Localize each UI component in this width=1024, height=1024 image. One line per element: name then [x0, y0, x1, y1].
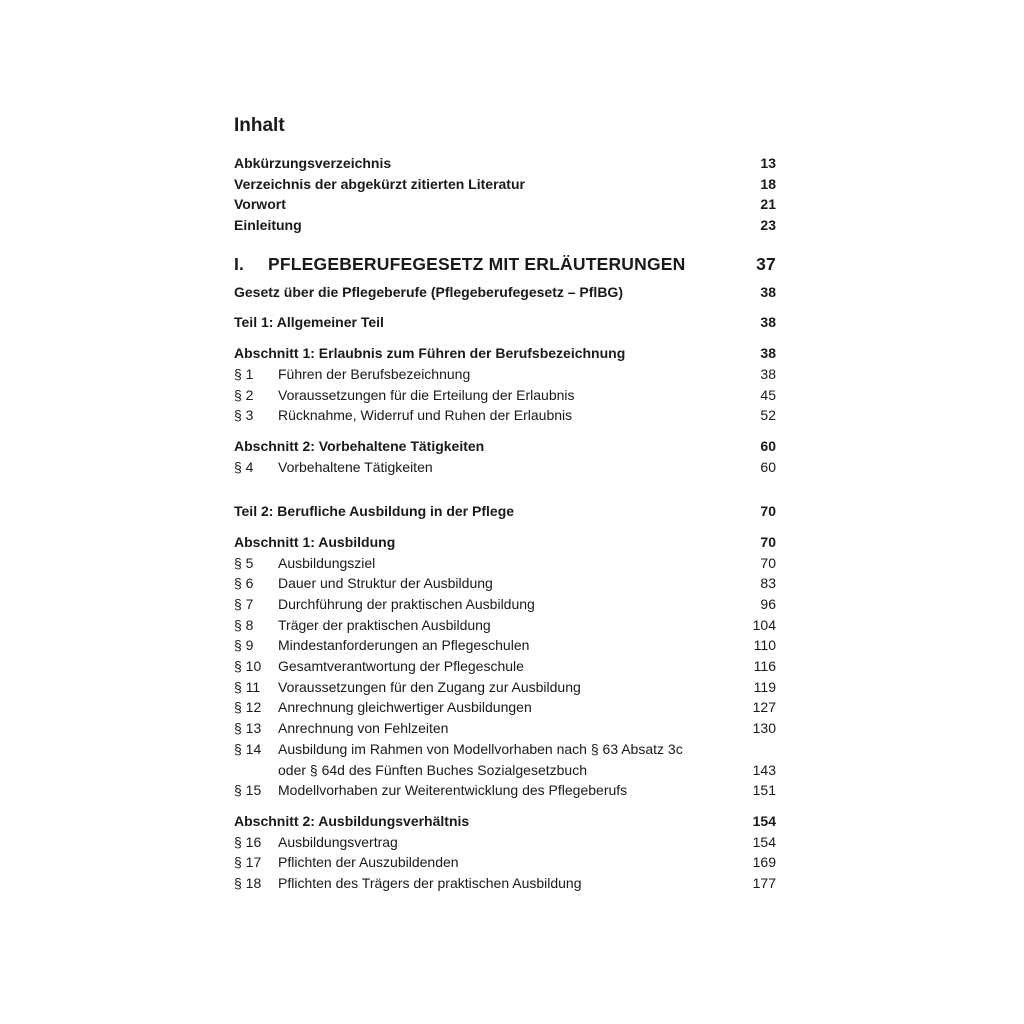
- toc-teil-heading[interactable]: [234, 501, 776, 522]
- toc-entry[interactable]: [234, 194, 776, 215]
- section-title: Ausbildungsziel: [278, 554, 376, 571]
- section-number: § 17: [234, 854, 262, 871]
- toc-entry-page: 23: [760, 217, 776, 234]
- toc-section[interactable]: [234, 405, 776, 426]
- toc-section[interactable]: [234, 780, 776, 801]
- section-title: Pflichten des Trägers der praktischen Ausbildung: [278, 874, 582, 891]
- toc-entry-text: Teil 2: Berufliche Ausbildung in der Pflege: [234, 503, 515, 520]
- toc-entry-text: Gesetz über die Pflegeberufe (Pflegeberufegesetz – PflBG): [234, 283, 623, 300]
- toc-entry-page: 38: [760, 314, 776, 331]
- toc-entry-text: Abschnitt 1: Erlaubnis zum Führen der Berufsbezeichnung: [234, 345, 626, 362]
- section-number: § 1: [234, 365, 254, 382]
- section-number: § 18: [234, 874, 262, 891]
- section-page: 110: [753, 637, 776, 654]
- section-title: Rücknahme, Widerruf und Ruhen der Erlaubnis: [278, 407, 573, 424]
- section-number: § 11: [234, 678, 261, 695]
- section-title: Anrechnung von Fehlzeiten: [278, 720, 449, 737]
- section-page: 143: [752, 761, 776, 778]
- section-number: § 7: [234, 596, 254, 612]
- toc-entry[interactable]: [234, 174, 776, 195]
- toc-section-continuation[interactable]: [234, 760, 776, 781]
- section-title: Voraussetzungen für die Erteilung der Erlaubnis: [278, 386, 575, 403]
- section-page: 60: [760, 458, 776, 475]
- toc-entry[interactable]: [234, 215, 776, 236]
- part-title: PFLEGEBERUFEGESETZ MIT ERLÄUTERUNGEN: [268, 253, 686, 274]
- toc-law-heading[interactable]: [234, 282, 776, 303]
- toc-entry-text: Teil 1: Allgemeiner Teil: [234, 314, 384, 331]
- part-page: 37: [756, 253, 776, 274]
- section-title: Gesamtverantwortung der Pflegeschule: [278, 658, 524, 675]
- toc-entry-text: Verzeichnis der abgekürzt zitierten Literatur: [234, 175, 525, 192]
- section-page: 130: [752, 720, 776, 737]
- toc-entry[interactable]: [234, 153, 776, 174]
- section-page: 104: [752, 616, 776, 633]
- toc-entry-text: Abkürzungsverzeichnis: [234, 155, 392, 171]
- section-number: § 10: [234, 658, 262, 675]
- toc-abschnitt-heading[interactable]: [234, 811, 776, 832]
- section-page: 169: [752, 854, 776, 871]
- section-page: 52: [760, 407, 776, 424]
- toc-entry-text: Vorwort: [234, 196, 286, 213]
- toc-entry-page: 154: [752, 812, 776, 829]
- toc-entry-page: 60: [760, 437, 776, 454]
- part-number: I.: [234, 253, 245, 274]
- section-title: Modellvorhaben zur Weiterentwicklung des Pflegeberufs: [278, 782, 628, 799]
- toc-section[interactable]: [234, 832, 776, 853]
- toc-section[interactable]: [234, 635, 776, 656]
- toc-entry-page: 70: [760, 533, 776, 550]
- toc-section[interactable]: [234, 457, 776, 478]
- section-title: Führen der Berufsbezeichnung: [278, 365, 471, 382]
- section-title-continued: oder § 64d des Fünften Buches Sozialgesetzbuch: [278, 761, 587, 778]
- toc-entry-text: Abschnitt 1: Ausbildung: [234, 533, 396, 550]
- section-title: Anrechnung gleichwertiger Ausbildungen: [278, 699, 532, 716]
- section-number: § 6: [234, 575, 254, 592]
- toc-entry-page: 38: [760, 283, 776, 300]
- toc-section[interactable]: [234, 656, 776, 677]
- toc-section[interactable]: [234, 873, 776, 894]
- toc-section[interactable]: [234, 677, 776, 698]
- section-page: 127: [752, 699, 776, 716]
- section-number: § 8: [234, 616, 254, 633]
- section-page: 70: [760, 554, 776, 571]
- toc-abschnitt-heading[interactable]: [234, 532, 776, 553]
- toc-section[interactable]: [234, 573, 776, 594]
- section-title: Durchführung der praktischen Ausbildung: [278, 596, 535, 612]
- section-number: § 13: [234, 720, 262, 737]
- section-number: § 14: [234, 740, 262, 757]
- toc-part-heading[interactable]: [234, 250, 776, 278]
- section-title: Ausbildung im Rahmen von Modellvorhaben nach § 63 Absatz 3c: [278, 740, 683, 757]
- toc-section[interactable]: [234, 553, 776, 574]
- section-number: § 16: [234, 833, 262, 850]
- section-page: 119: [753, 678, 776, 695]
- toc-title: Inhalt: [234, 115, 285, 136]
- toc-entry-text: Abschnitt 2: Vorbehaltene Tätigkeiten: [234, 437, 485, 454]
- section-page: 45: [760, 386, 776, 403]
- toc-section[interactable]: [234, 697, 776, 718]
- section-title: Träger der praktischen Ausbildung: [278, 616, 491, 633]
- toc-abschnitt-heading[interactable]: [234, 436, 776, 457]
- table-of-contents: [234, 114, 776, 894]
- toc-section[interactable]: [234, 385, 776, 406]
- toc-entry-text: Einleitung: [234, 217, 302, 234]
- toc-teil-heading[interactable]: [234, 312, 776, 333]
- section-title: Voraussetzungen für den Zugang zur Ausbildung: [278, 678, 581, 695]
- toc-section[interactable]: [234, 718, 776, 739]
- toc-entry-page: 70: [760, 503, 776, 520]
- section-page: 151: [752, 782, 776, 799]
- toc-entry-page: 13: [760, 155, 776, 171]
- section-number: § 5: [234, 554, 254, 571]
- toc-section[interactable]: [234, 852, 776, 873]
- section-number: § 9: [234, 637, 254, 654]
- section-title: Ausbildungsvertrag: [278, 833, 398, 850]
- section-number: § 2: [234, 386, 254, 403]
- toc-entry-text: Abschnitt 2: Ausbildungsverhältnis: [234, 812, 470, 829]
- section-number: § 4: [234, 458, 254, 475]
- section-title: Mindestanforderungen an Pflegeschulen: [278, 637, 530, 654]
- toc-section[interactable]: [234, 739, 776, 760]
- section-page: 154: [752, 833, 776, 850]
- toc-section[interactable]: [234, 594, 776, 615]
- section-page: 177: [752, 874, 776, 891]
- toc-entry-page: 18: [760, 175, 776, 192]
- toc-entry-page: 38: [760, 345, 776, 362]
- section-page: 116: [753, 658, 776, 675]
- toc-entry-page: 21: [760, 196, 776, 213]
- section-number: § 3: [234, 407, 254, 424]
- toc-abschnitt-heading[interactable]: [234, 343, 776, 364]
- section-page: 83: [760, 575, 776, 592]
- section-page: 38: [760, 365, 776, 382]
- section-title: Dauer und Struktur der Ausbildung: [278, 575, 493, 592]
- section-number: § 15: [234, 782, 262, 799]
- toc-section[interactable]: [234, 364, 776, 385]
- section-number: § 12: [234, 699, 262, 716]
- section-title: Vorbehaltene Tätigkeiten: [278, 458, 433, 475]
- section-page: 96: [760, 596, 776, 612]
- toc-section[interactable]: [234, 615, 776, 636]
- section-title: Pflichten der Auszubildenden: [278, 854, 459, 871]
